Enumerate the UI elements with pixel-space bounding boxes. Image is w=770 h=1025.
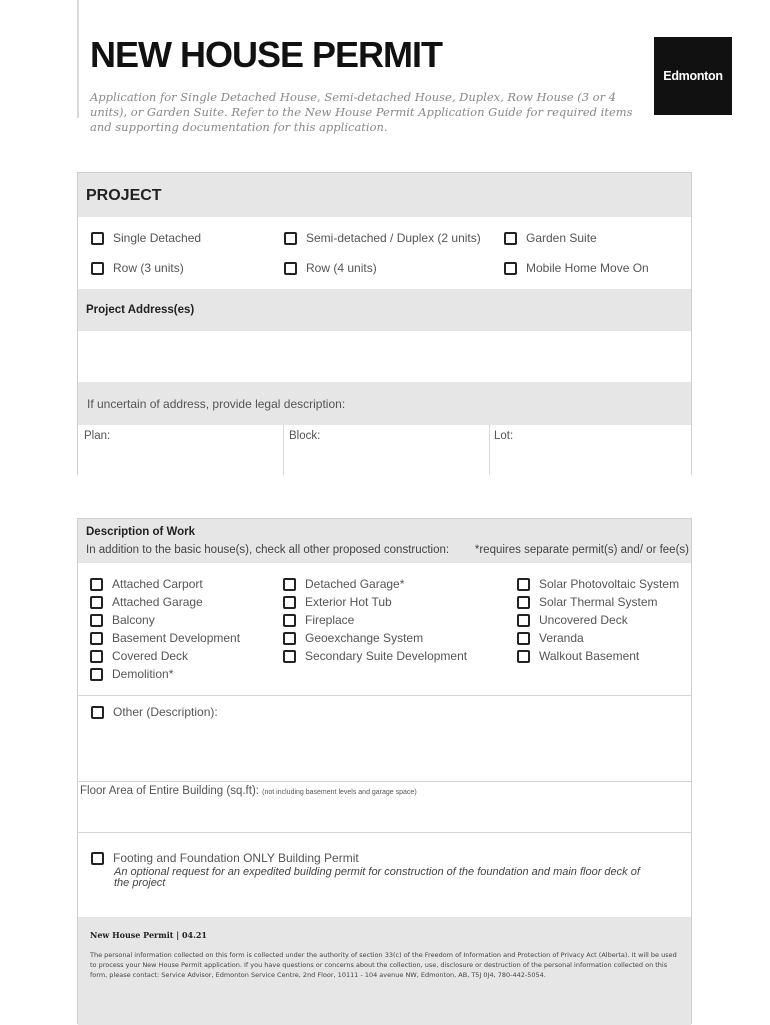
checkbox-label: Other (Description): [113, 705, 218, 719]
checkbox-label: Basement Development [112, 631, 241, 645]
legal-description-row [78, 425, 691, 475]
checkbox-label: Solar Photovoltaic System [539, 577, 680, 591]
checkbox-box[interactable] [284, 232, 297, 245]
page-subtitle: Application for Single Detached House, Semi-detached House, Duplex, Row House (3 or 4 units), or Garden Suite. Refer to the New House Permit Application Guide for required items and supporting documentation for this application. [90, 90, 633, 134]
lot-field[interactable] [490, 425, 691, 475]
checkbox-secondary-suite[interactable] [283, 649, 467, 663]
checkbox-box[interactable] [90, 668, 103, 681]
checkbox-label: Walkout Basement [539, 649, 640, 663]
checkbox-label: Fireplace [305, 613, 355, 627]
checkbox-label: Solar Thermal System [539, 595, 658, 609]
checkbox-box[interactable] [283, 650, 296, 663]
work-section [77, 518, 692, 1024]
checkbox-uncovered-deck[interactable] [517, 613, 628, 627]
page-title: NEW HOUSE PERMIT [90, 34, 443, 75]
checkbox-label: Single Detached [113, 231, 202, 245]
checkbox-box[interactable] [90, 596, 103, 609]
checkbox-box[interactable] [504, 232, 517, 245]
checkbox-label: Garden Suite [526, 231, 597, 245]
lot-label: Lot: [494, 430, 514, 442]
floor-area-note: (not including basement levels and garage space) [262, 789, 417, 796]
checkbox-label: Attached Garage [112, 595, 203, 609]
checkbox-box[interactable] [91, 852, 104, 865]
checkbox-single-detached[interactable] [91, 231, 201, 245]
checkbox-detached-garage[interactable] [283, 577, 404, 591]
project-heading-bar [78, 173, 691, 217]
checkbox-label: Row (3 units) [113, 261, 184, 275]
project-address-input[interactable] [78, 331, 691, 382]
divider [78, 695, 691, 696]
checkbox-attached-carport[interactable] [90, 577, 203, 591]
block-field[interactable] [284, 425, 490, 475]
checkbox-row-4-units[interactable] [284, 261, 377, 275]
checkbox-box[interactable] [283, 614, 296, 627]
project-address-label: Project Address(es) [86, 304, 195, 316]
checkbox-attached-garage[interactable] [90, 595, 203, 609]
checkbox-box[interactable] [517, 578, 530, 591]
checkbox-box[interactable] [91, 232, 104, 245]
separate-permit-note: *requires separate permit(s) and/ or fee(s) [474, 544, 689, 556]
floor-area-label-text: Floor Area of Entire Building (sq.ft): [80, 785, 259, 797]
address-label-bar [78, 289, 691, 331]
checkbox-row-3-units[interactable] [91, 261, 184, 275]
checkbox-box[interactable] [283, 596, 296, 609]
checkbox-box[interactable] [517, 632, 530, 645]
checkbox-walkout-basement[interactable] [517, 649, 639, 663]
checkbox-box[interactable] [283, 578, 296, 591]
checkbox-box[interactable] [517, 650, 530, 663]
checkbox-fireplace[interactable] [283, 613, 354, 627]
checkbox-label: Mobile Home Move On [526, 261, 649, 275]
checkbox-label: Veranda [539, 631, 584, 645]
checkbox-mobile-home-move-on[interactable] [504, 261, 649, 275]
edmonton-logo [654, 37, 732, 115]
logo-text: Edmonton [663, 69, 723, 83]
checkbox-solar-photovoltaic[interactable] [517, 577, 679, 591]
plan-field[interactable] [78, 425, 284, 475]
checkbox-box[interactable] [91, 706, 104, 719]
checkbox-footing-foundation[interactable] [91, 851, 359, 865]
checkbox-box[interactable] [284, 262, 297, 275]
checkbox-label: Semi-detached / Duplex (2 units) [306, 231, 481, 245]
plan-label: Plan: [84, 430, 111, 442]
checkbox-box[interactable] [504, 262, 517, 275]
checkbox-box[interactable] [90, 614, 103, 627]
checkbox-covered-deck[interactable] [90, 649, 188, 663]
footing-description: An optional request for an expedited building permit for construction of the foundation and main floor deck of the project [114, 866, 640, 889]
checkbox-box[interactable] [90, 632, 103, 645]
checkbox-label: Row (4 units) [306, 261, 377, 275]
checkbox-label: Detached Garage* [305, 577, 405, 591]
checkbox-label: Attached Carport [112, 577, 203, 591]
checkbox-box[interactable] [90, 578, 103, 591]
divider [78, 832, 691, 833]
checkbox-label: Exterior Hot Tub [305, 595, 392, 609]
checkbox-other[interactable] [91, 705, 218, 719]
checkbox-box[interactable] [90, 650, 103, 663]
work-heading: Description of Work [86, 526, 196, 538]
other-description-input[interactable] [78, 723, 691, 781]
block-label: Block: [289, 430, 321, 442]
checkbox-basement-development[interactable] [90, 631, 240, 645]
checkbox-label: Demolition* [112, 667, 174, 681]
checkbox-label: Balcony [112, 613, 155, 627]
project-heading: PROJECT [86, 187, 162, 204]
checkbox-solar-thermal[interactable] [517, 595, 657, 609]
checkbox-label: Uncovered Deck [539, 613, 628, 627]
checkbox-semi-detached-duplex[interactable] [284, 231, 481, 245]
checkbox-box[interactable] [517, 596, 530, 609]
legal-description-prompt: If uncertain of address, provide legal description: [87, 397, 346, 411]
checkbox-label: Secondary Suite Development [305, 649, 468, 663]
checkbox-geoexchange-system[interactable] [283, 631, 423, 645]
checkbox-label: Geoexchange System [305, 631, 424, 645]
checkbox-veranda[interactable] [517, 631, 584, 645]
work-heading-bar [78, 519, 691, 563]
form-id: New House Permit | 04.21 [90, 930, 207, 940]
checkbox-garden-suite[interactable] [504, 231, 597, 245]
checkbox-exterior-hot-tub[interactable] [283, 595, 392, 609]
project-section [77, 172, 692, 475]
checkbox-box[interactable] [91, 262, 104, 275]
footer-bar [78, 917, 691, 1025]
checkbox-box[interactable] [517, 614, 530, 627]
legal-description-bar [78, 382, 691, 425]
header-accent-bar [77, 0, 79, 118]
floor-area-field[interactable] [78, 782, 691, 832]
checkbox-box[interactable] [283, 632, 296, 645]
privacy-statement: The personal information collected on this form is collected under the authority of section 33(c) of the Freedom of Information and Protection of Privacy Act (Alberta). It will be used to process your New House Permit application. If you have questions or concerns about the collection, use, disclosure or destruction of the personal information collected on this form, please contact: Service Advisor, Edmonton Service Centre, 2nd Floor, 10111 - 104 avenue NW, Edmonton, AB, T5J 0J4, 780-442-5054. [90, 951, 677, 979]
work-instruction: In addition to the basic house(s), check all other proposed construction: [86, 544, 450, 556]
checkbox-demolition[interactable] [90, 667, 173, 681]
checkbox-balcony[interactable] [90, 613, 155, 627]
checkbox-label: Covered Deck [112, 649, 189, 663]
checkbox-label: Footing and Foundation ONLY Building Permit [113, 851, 359, 865]
floor-area-label [80, 785, 417, 797]
